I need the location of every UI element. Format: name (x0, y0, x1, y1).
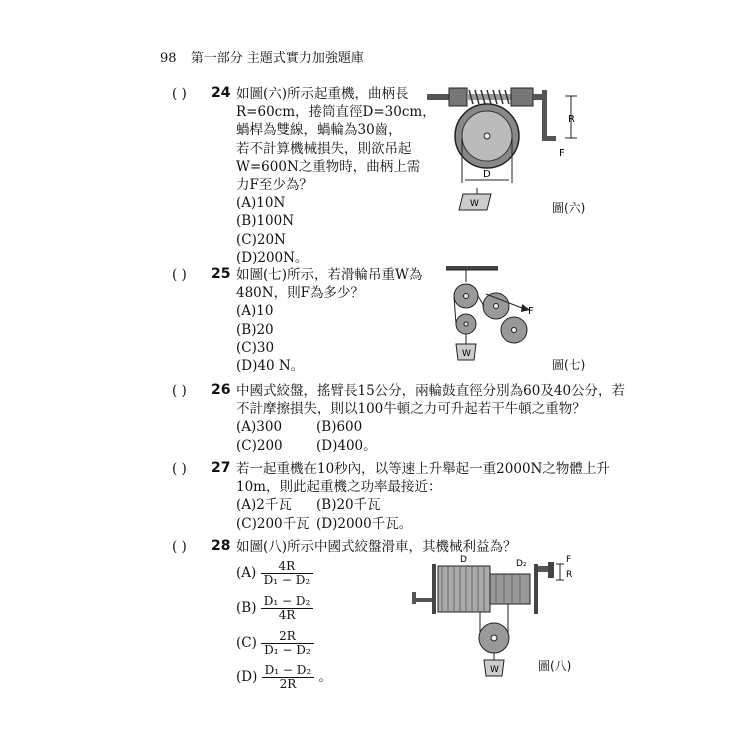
denominator: D₁ − D₂ (263, 573, 311, 587)
answer-blank-28[interactable]: ( ) (172, 539, 187, 555)
option-a[interactable]: (A)300 (236, 419, 283, 436)
fraction (262, 664, 315, 691)
question-line: 480N，則F為多少？ (236, 285, 364, 302)
question-line: 如圖(八)所示中國式絞盤滑車，其機械利益為？ (236, 539, 517, 555)
question-line: 中國式絞盤，搖臂長15公分，兩輪鼓直徑分別為60及40公分，若 (236, 383, 626, 399)
question-line: 如圖(六)所示起重機，曲柄長 (236, 86, 409, 102)
question-27 (236, 460, 610, 533)
label-f: F (566, 555, 572, 565)
question-number-28: 28 (211, 538, 231, 554)
option-a[interactable]: (A)10N (236, 195, 286, 212)
label-r: R (568, 114, 575, 125)
option-label: (C) (236, 635, 257, 651)
option-label: (D) (236, 669, 258, 685)
option-a[interactable] (236, 560, 313, 587)
fraction (261, 630, 314, 657)
page-header (160, 47, 364, 66)
option-d[interactable]: (D)200N。 (236, 249, 309, 266)
option-c[interactable]: (C)200 (236, 437, 283, 454)
figure-caption-8: 圖(八) (538, 659, 572, 673)
question-line: 10m，則此起重機之功率最接近： (236, 479, 442, 496)
option-b[interactable]: (B)20千瓦 (316, 497, 381, 514)
answer-blank-26[interactable]: ( ) (172, 383, 187, 399)
option-d[interactable]: (D)40 N。 (236, 358, 305, 375)
question-number-24: 24 (211, 85, 231, 101)
numerator: D₁ − D₂ (262, 664, 315, 678)
crane-figure (425, 78, 590, 218)
fraction (261, 595, 314, 622)
question-number-26: 26 (211, 382, 231, 398)
pulley-figure (442, 264, 547, 366)
question-line: R=60cm，捲筒直徑D=30cm， (236, 104, 436, 121)
label-w: W (462, 349, 471, 359)
question-24 (236, 85, 436, 267)
question-line: 如圖(七)所示，若滑輪吊重W為 (236, 267, 423, 283)
question-line: 蝸桿為雙線，蝸輪為30齒， (236, 122, 402, 139)
answer-blank-24[interactable]: ( ) (172, 86, 187, 102)
label-d2: D₂ (516, 559, 527, 569)
option-label: (A) (236, 565, 257, 581)
question-26 (236, 382, 625, 455)
option-b[interactable]: (B)20 (236, 321, 274, 338)
option-d[interactable] (236, 664, 332, 691)
section-title: 第一部分 主題式實力加強題庫 (190, 51, 364, 66)
option-a[interactable]: (A)10 (236, 303, 274, 320)
page-number: 98 (160, 51, 177, 66)
label-f: F (559, 148, 565, 159)
question-line: 不計摩擦損失，則以100牛頓之力可升起若干牛頓之重物？ (236, 401, 586, 418)
label-w: W (470, 199, 479, 209)
label-d1: D (460, 555, 467, 565)
label-d: D (483, 169, 491, 180)
denominator: D₁ − D₂ (264, 643, 311, 657)
option-c[interactable]: (C)30 (236, 339, 275, 356)
numerator: D₁ − D₂ (261, 595, 314, 609)
option-a[interactable]: (A)2千瓦 (236, 497, 292, 514)
label-f: F (528, 306, 534, 317)
option-b[interactable]: (B)100N (236, 213, 295, 230)
question-25 (236, 266, 422, 375)
option-label: (B) (236, 600, 257, 616)
answer-blank-27[interactable]: ( ) (172, 461, 187, 477)
question-number-27: 27 (211, 460, 231, 476)
option-tail: 。 (318, 669, 332, 685)
option-d[interactable]: (D)400。 (316, 437, 377, 454)
numerator: 4R (261, 560, 314, 574)
question-line: 力F至少為？ (236, 177, 313, 194)
fraction (261, 560, 314, 587)
label-w: W (490, 665, 499, 675)
figure-caption-6: 圖(六) (552, 201, 586, 215)
option-b[interactable]: (B)600 (316, 419, 363, 436)
question-line: 若不計算機械損失，則欲吊起 (236, 140, 412, 157)
figure-caption-7: 圖(七) (552, 358, 586, 372)
answer-blank-25[interactable]: ( ) (172, 267, 187, 283)
question-line: 若一起重機在10秒內，以等速上升舉起一重2000N之物體上升 (236, 461, 610, 477)
numerator: 2R (261, 630, 314, 644)
label-r: R (566, 570, 573, 580)
option-b[interactable] (236, 595, 313, 622)
option-c[interactable]: (C)20N (236, 231, 286, 248)
option-c[interactable]: (C)200千瓦 (236, 515, 310, 532)
question-line: W=600N之重物時，曲柄上需 (236, 158, 421, 175)
denominator: 2R (279, 677, 297, 691)
denominator: 4R (278, 608, 296, 622)
option-c[interactable] (236, 630, 314, 657)
question-number-25: 25 (211, 266, 231, 282)
option-d[interactable]: (D)2000千瓦。 (316, 515, 413, 532)
